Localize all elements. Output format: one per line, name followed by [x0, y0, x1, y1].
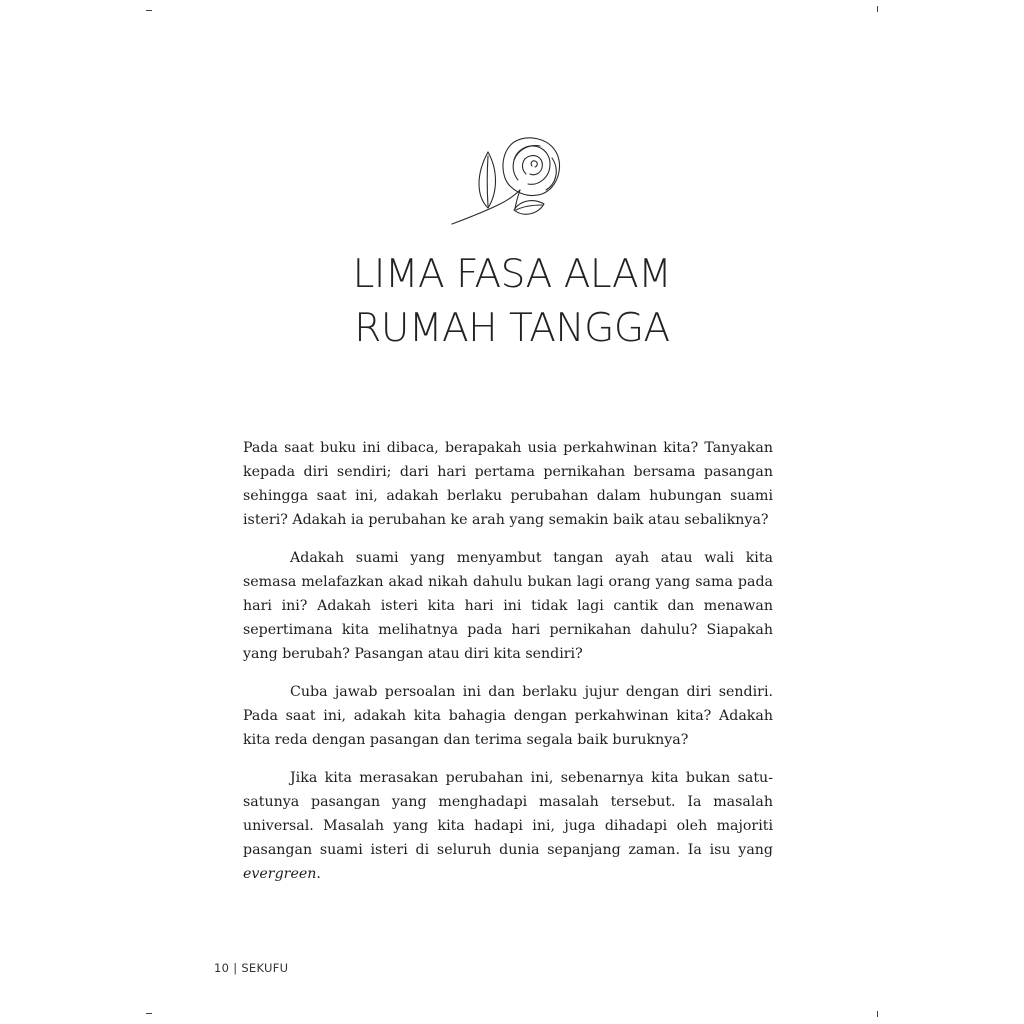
- crop-mark-bottom-right: [877, 1011, 878, 1017]
- paragraph-4: [243, 766, 773, 886]
- paragraph-4-main: Jika kita merasakan perubahan ini, sebenarnya kita bukan satu-satunya pasangan yang menghadapi masalah tersebut. Ia masalah universal. Masalah yang kita hadapi ini, juga dihadapi oleh majoriti pasangan suami isteri di seluruh dunia sepanjang zaman. Ia isu yang: [243, 770, 773, 858]
- crop-mark-top-left: [146, 10, 152, 11]
- paragraph-2: Adakah suami yang menyambut tangan ayah atau wali kita semasa melafazkan akad nikah dahulu bukan lagi orang yang sama pada hari ini? Adakah isteri kita hari ini tidak lagi cantik dan menawan sepertimana kita melihatnya pada hari pernikahan dahulu? Siapakah yang berubah? Pasangan atau diri kita sendiri?: [243, 550, 773, 662]
- crop-mark-top-right: [877, 6, 878, 12]
- chapter-title: [262, 248, 762, 356]
- chapter-title-line-1: LIMA FASA ALAM: [352, 252, 672, 297]
- rose-icon: [448, 130, 572, 230]
- paragraph-3: Cuba jawab persoalan ini dan berlaku jujur dengan diri sendiri. Pada saat ini, adakah kita bahagia dengan perkahwinan kita? Adakah kita reda dengan pasangan dan terima segala baik buruknya?: [243, 684, 773, 748]
- body-text: [243, 436, 773, 900]
- paragraph-4-end: .: [316, 866, 321, 882]
- chapter-title-line-2: RUMAH TANGGA: [354, 306, 670, 351]
- crop-mark-bottom-left: [146, 1013, 152, 1014]
- page-footer: 10 | SEKUFU: [214, 961, 289, 975]
- paragraph-4-italic: evergreen: [243, 866, 317, 882]
- paragraph-1: Pada saat buku ini dibaca, berapakah usia perkahwinan kita? Tanyakan kepada diri sendiri; dari hari pertama pernikahan bersama pasangan sehingga saat ini, adakah berlaku perubahan dalam hubungan suami isteri? Adakah ia perubahan ke arah yang semakin baik atau sebaliknya?: [243, 440, 773, 528]
